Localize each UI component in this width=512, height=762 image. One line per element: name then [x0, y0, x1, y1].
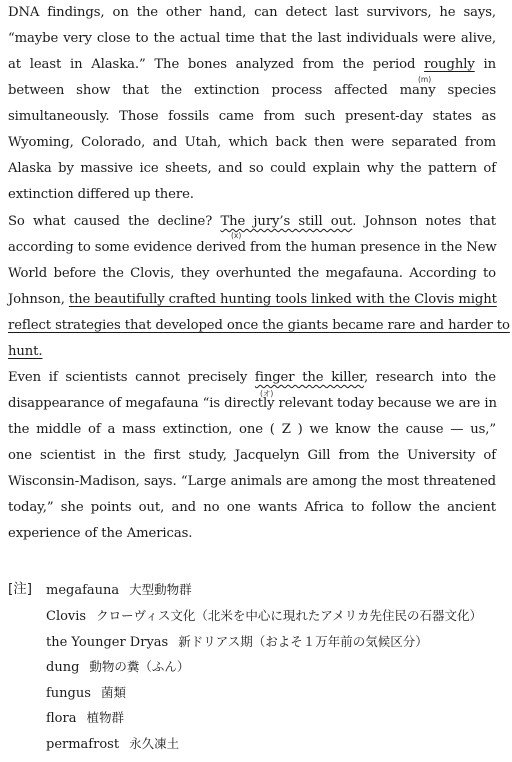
underlined-phrase: hunt.: [8, 344, 43, 359]
note-item: [46, 630, 428, 654]
text-segment: . Johnson notes that: [352, 214, 496, 229]
text-segment: at least in Alaska.” The bones analyzed from the period: [8, 57, 425, 72]
text-line: [8, 132, 496, 154]
note-definition: 新ドリアス期（およそ１万年前の気候区分）: [178, 634, 428, 649]
marker-x: (x): [231, 231, 242, 240]
text-line: [8, 263, 496, 285]
text-line: [8, 445, 496, 467]
text-segment: experience of the Americas.: [8, 526, 193, 541]
text-segment: in: [474, 57, 496, 72]
text-segment: one scientist in the first study, Jacquelyn Gill from the University of: [8, 448, 496, 463]
text-line: [8, 106, 496, 128]
text-segment: So what caused the decline?: [8, 214, 221, 229]
note-item: [46, 578, 192, 602]
note-item: [46, 706, 124, 730]
underlined-phrase: reflect strategies that developed once the giants became rare and harder to: [8, 318, 510, 333]
text-line: [8, 419, 496, 441]
note-term: dung: [46, 660, 80, 675]
text-line: [8, 315, 510, 337]
note-term: the Younger Dryas: [46, 635, 169, 650]
text-segment: today,” she points out, and no one wants Africa to follow the ancient: [8, 500, 496, 515]
note-item: [46, 655, 189, 679]
text-segment: Wyoming, Colorado, and Utah, which back then were separated from: [8, 135, 496, 150]
wavy-underlined-phrase: The jury’s still out: [220, 214, 353, 229]
note-term: fungus: [46, 686, 91, 701]
note-term: megafauna: [46, 583, 120, 598]
note-definition: 菌類: [100, 685, 126, 700]
text-line: [8, 523, 496, 545]
note-definition: クローヴィス文化（北米を中心に現れたアメリカ先住民の石器文化）: [96, 608, 482, 623]
text-segment: Wisconsin-Madison, says. “Large animals are among the most threatened: [8, 474, 496, 489]
text-segment: according to some evidence derived from the human presence in the New: [8, 240, 497, 255]
note-definition: 植物群: [86, 710, 124, 725]
text-line: [8, 289, 496, 311]
text-segment: disappearance of megafauna “is directly relevant today because we are in: [8, 396, 497, 411]
text-line: [8, 2, 496, 24]
note-term: Clovis: [46, 609, 87, 624]
text-line: [8, 393, 496, 415]
note-definition: 大型動物群: [129, 582, 192, 597]
text-segment: the middle of a mass extinction, one ( Z ) we know the cause — us,”: [8, 422, 496, 437]
note-term: permafrost: [46, 737, 120, 752]
text-line: [8, 54, 496, 76]
underlined-phrase: roughly: [424, 57, 475, 72]
wavy-underlined-phrase: finger the killer: [254, 370, 364, 385]
text-segment: Even if scientists cannot precisely: [8, 370, 255, 385]
text-segment: extinction differed up there.: [8, 187, 194, 202]
underlined-phrase: the beautifully crafted hunting tools linked with the Clovis might: [68, 292, 497, 307]
text-segment: between show that the extinction process affected many species: [8, 83, 496, 98]
text-line: [8, 341, 496, 363]
text-line: [8, 184, 496, 206]
note-item: [46, 681, 126, 705]
text-line: [8, 237, 496, 259]
text-line: [8, 497, 496, 519]
text-segment: “maybe very close to the actual time that the last individuals were alive,: [8, 31, 496, 46]
text-line: [8, 471, 496, 493]
note-definition: 動物の糞（ふん）: [89, 659, 190, 674]
text-line: [8, 367, 496, 389]
text-segment: , research into the: [363, 370, 496, 385]
text-segment: World before the Clovis, they overhunted the megafauna. According to: [8, 266, 496, 281]
text-segment: Johnson,: [8, 292, 69, 307]
note-item: [46, 732, 179, 756]
text-line: [8, 158, 496, 180]
note-definition: 永久凍土: [129, 736, 180, 751]
text-line: [8, 28, 496, 50]
note-item: [46, 604, 482, 628]
text-segment: simultaneously. Those fossils came from such present-day states as: [8, 109, 496, 124]
note-term: flora: [46, 711, 77, 726]
text-segment: DNA findings, on the other hand, can detect last survivors, he says,: [8, 5, 496, 20]
text-line: [8, 211, 496, 233]
marker-o: (オ): [260, 389, 274, 398]
text-segment: Alaska by massive ice sheets, and so could explain why the pattern of: [8, 161, 496, 176]
marker-m: (m): [418, 75, 432, 84]
notes-heading: [注]: [8, 581, 33, 597]
